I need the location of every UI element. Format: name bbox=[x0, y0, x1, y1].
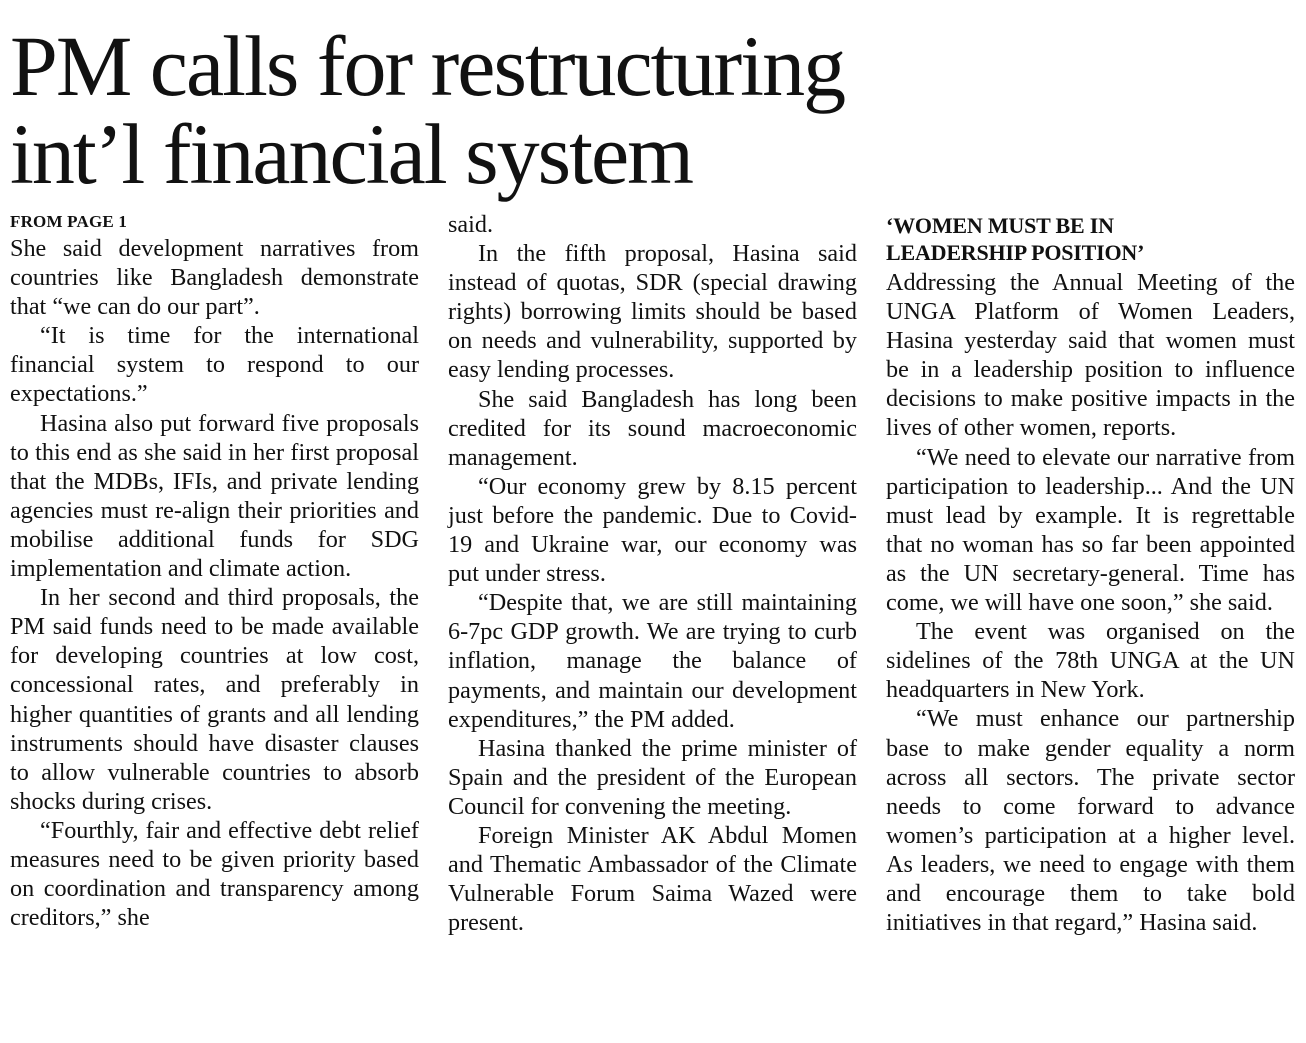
paragraph: “Fourthly, fair and effective debt relief measures need to be given priority based on coordination and transparency among creditors,” she bbox=[10, 816, 419, 932]
headline-line-1: PM calls for restructuring bbox=[10, 18, 845, 114]
paragraph: Foreign Minister AK Abdul Momen and Thematic Ambassador of the Climate Vulnerable Forum Saima Wazed were present. bbox=[448, 821, 857, 937]
paragraph: In the fifth proposal, Hasina said instead of quotas, SDR (special drawing rights) borrowing limits should be based on needs and vulnerability, supported by easy lending processes. bbox=[448, 240, 857, 384]
paragraph: Addressing the Annual Meeting of the UNGA Platform of Women Leaders, Hasina yesterday said that women must be in a leadership position to influence decisions to make positive impacts in the lives of other women, reports. bbox=[886, 269, 1295, 442]
subhead-line-1: ‘WOMEN MUST BE IN bbox=[886, 213, 1114, 238]
paragraph: “Our economy grew by 8.15 percent just before the pandemic. Due to Covid-19 and Ukraine war, our economy was put under stress. bbox=[448, 472, 857, 588]
paragraph: “It is time for the international financial system to respond to our expectations.” bbox=[10, 322, 419, 408]
paragraph: She said development narratives from countries like Bangladesh demonstrate that “we can do our part”. bbox=[10, 235, 419, 321]
section-subhead bbox=[886, 212, 1295, 266]
article-column-2 bbox=[448, 210, 857, 937]
continuation-kicker: FROM PAGE 1 bbox=[10, 212, 128, 231]
article-column-3 bbox=[886, 212, 1295, 937]
paragraph: “We must enhance our partnership base to make gender equality a norm across all sectors. The private sector needs to come forward to advance women’s participation at a higher level. As leaders, we need to engage with them and encourage them to take bold initiatives in that regard,” Hasina said. bbox=[886, 705, 1295, 937]
paragraph: “We need to elevate our narrative from participation to leadership... And the UN must lead by example. It is regrettable that no woman has so far been appointed as the UN secretary-general. Time has come, we will have one soon,” she said. bbox=[886, 443, 1295, 617]
subhead-line-2: LEADERSHIP POSITION’ bbox=[886, 240, 1145, 265]
paragraph: The event was organised on the sidelines of the 78th UNGA at the UN headquarters in New York. bbox=[886, 618, 1295, 704]
headline bbox=[10, 18, 1290, 202]
paragraph: Hasina also put forward five proposals to this end as she said in her first proposal that the MDBs, IFIs, and private lending agencies must re-align their priorities and mobilise additional funds for SDG implementation and climate action. bbox=[10, 409, 419, 583]
paragraph: said. bbox=[448, 211, 494, 238]
article-column-1 bbox=[10, 212, 419, 932]
headline-line-2: int’l financial system bbox=[10, 106, 693, 202]
paragraph: “Despite that, we are still maintaining 6-7pc GDP growth. We are trying to curb inflation, manage the balance of payments, and maintain our development expenditures,” the PM added. bbox=[448, 589, 857, 733]
paragraph: In her second and third proposals, the PM said funds need to be made available for developing countries at low cost, concessional rates, and preferably in higher quantities of grants and all lending instruments should have disaster clauses to allow vulnerable countries to absorb shocks during crises. bbox=[10, 584, 419, 815]
paragraph: She said Bangladesh has long been credited for its sound macroeconomic management. bbox=[448, 385, 857, 471]
paragraph: Hasina thanked the prime minister of Spain and the president of the European Council for convening the meeting. bbox=[448, 734, 857, 820]
